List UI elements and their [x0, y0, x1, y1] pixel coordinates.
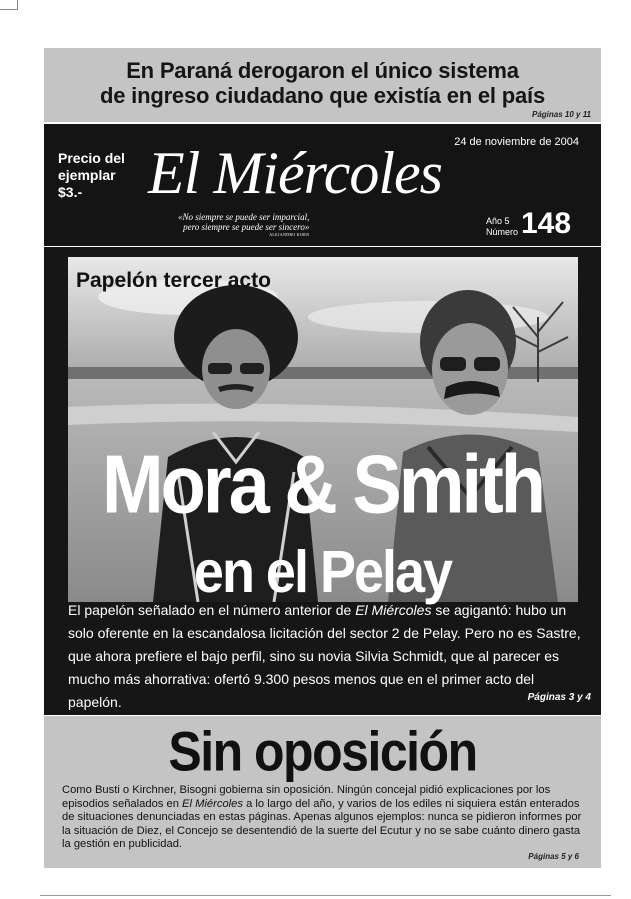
issue-info	[486, 216, 518, 238]
page-corner-mark	[0, 0, 18, 10]
year-label: Año 5	[486, 216, 510, 226]
bottom-divider	[40, 895, 611, 896]
main-headline[interactable]: Mora & Smith	[102, 437, 543, 531]
second-body-part-1: Como Busti o Kirchner, Bisogni gobierna sin oposición. Ningún concejal pidió explicaciones por los episodios señalados en	[62, 784, 551, 810]
newspaper-logo[interactable]: El Miércoles	[148, 140, 443, 206]
price-block	[58, 150, 125, 201]
deck-publication-name: El Miércoles	[355, 602, 432, 618]
masthead	[44, 124, 601, 246]
motto-author: ALEJANDRO KORN	[269, 232, 310, 237]
second-story	[44, 716, 601, 868]
motto	[178, 212, 309, 237]
top-headline-line-1: En Paraná derogaron el único sistema	[126, 58, 519, 83]
second-story-body	[62, 784, 583, 852]
issue-date: 24 de noviembre de 2004	[454, 136, 579, 148]
motto-line-1: «No siempre se puede ser imparcial,	[178, 212, 310, 222]
top-headline-line-2: de ingreso ciudadano que existía en el país	[100, 83, 545, 108]
second-body-part-2: a lo largo del año, y varios de los ediles ni siquiera están enterados de situaciones denunciadas en estas páginas. Apenas algunos ejemplos: nunca se pidieron informes por la situación de Diez, el Concejo se desentendió de la suerte del Ecutur y no se sabe cuánto dinero gasta la gestión en publicidad.	[62, 797, 582, 850]
main-story-kicker: Papelón tercer acto	[76, 269, 271, 292]
main-story	[44, 247, 601, 715]
main-story-deck	[68, 599, 581, 714]
motto-line-2: pero siempre se puede ser sincero»	[183, 222, 310, 232]
top-banner	[44, 48, 601, 122]
deck-text-part-2: se agigantó: hubo un solo oferente en la escandalosa licitación del sector 2 de Pelay. Pero no es Sastre, que ahora prefiere el bajo perfil, sino su novia Silvia Schmidt, que al parecer es mucho más ahorrativa: ofertó 9.300 pesos menos que en el primer acto del papelón.	[68, 602, 581, 710]
issue-number: 148	[521, 207, 572, 240]
main-story-page-reference: Páginas 3 y 4	[527, 692, 591, 703]
second-headline[interactable]: Sin oposición	[168, 720, 477, 783]
top-headline[interactable]	[44, 58, 601, 108]
top-story-page-reference: Páginas 10 y 11	[532, 110, 591, 119]
number-label: Número	[486, 227, 519, 237]
price-value: $3.-	[58, 184, 83, 200]
second-story-page-reference: Páginas 5 y 6	[528, 852, 579, 861]
price-label-line-2: ejemplar	[58, 167, 116, 183]
deck-text-part-1: El papelón señalado en el número anterior de	[68, 602, 356, 618]
price-label-line-1: Precio del	[58, 150, 125, 166]
second-body-publication-name: El Miércoles	[182, 797, 243, 810]
main-subheadline: en el Pelay	[193, 539, 452, 605]
